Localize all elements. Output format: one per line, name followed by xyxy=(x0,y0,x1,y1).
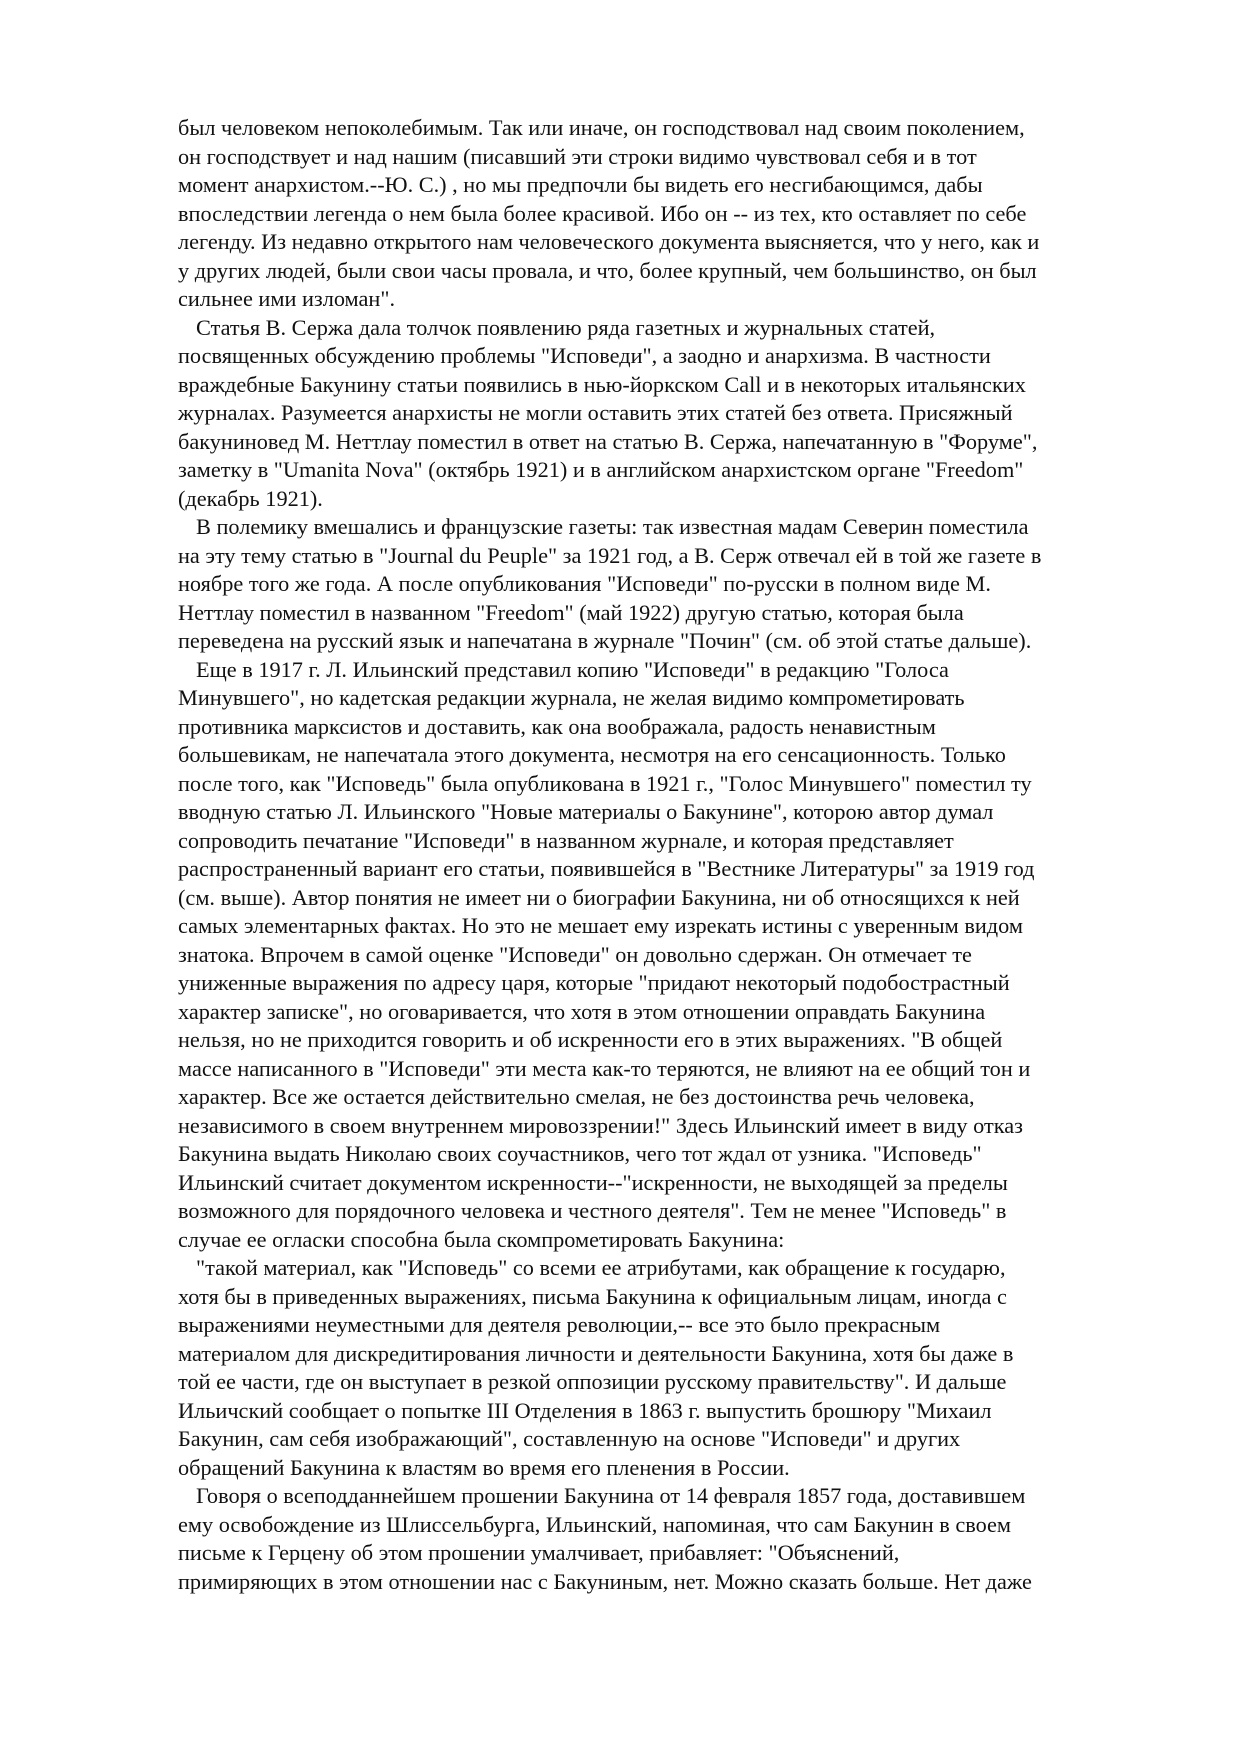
text-line: момент анархистом.--Ю. С.) , но мы предпочли бы видеть его несгибающимся, дабы xyxy=(178,172,983,197)
text-line: он господствует и над нашим (писавший эти строки видимо чувствовал себя и в тот xyxy=(178,143,977,169)
paragraph-5 xyxy=(178,1254,1168,1482)
text-line: был человеком непоколебимым. Так или иначе, он господствовал над своим поколением, xyxy=(178,115,1025,140)
paragraph-4 xyxy=(178,656,1168,1255)
text-line: после того, как "Исповедь" была опубликована в 1921 г., "Голос Минувшего" поместил ту xyxy=(178,770,1032,796)
text-line: сильнее ими изломан". xyxy=(178,286,396,311)
text-line: журналах. Разумеется анархисты не могли оставить этих статей без ответа. Присяжный xyxy=(178,400,1013,425)
text-line: Ильинский считает документом искренности--"искренности, не выходящей за пределы xyxy=(178,1169,1008,1195)
text-line: посвященных обсуждению проблемы "Исповеди", а заодно и анархизма. В частности xyxy=(178,343,991,368)
text-line: материалом для дискредитирования личности и деятельности Бакунина, хотя бы даже в xyxy=(178,1340,1014,1366)
text-line: впоследствии легенда о нем была более красивой. Ибо он -- из тех, кто оставляет по себе xyxy=(178,200,1027,226)
text-line: "такой материал, как "Исповедь" со всеми ее атрибутами, как обращение к государю, xyxy=(196,1255,1006,1280)
text-line: знатока. Впрочем в самой оценке "Исповеди" он довольно сдержан. Он отмечает те xyxy=(178,941,972,967)
text-line: Статья В. Сержа дала толчок появлению ряда газетных и журнальных статей, xyxy=(196,314,936,340)
text-line: вводную статью Л. Ильинского "Новые материалы о Бакунине", которою автор думал xyxy=(178,799,994,824)
text-line: большевикам, не напечатала этого документа, несмотря на его сенсационность. Только xyxy=(178,742,1006,767)
text-line: Бакунин, сам себя изображающий", составленную на основе "Исповеди" и других xyxy=(178,1426,961,1451)
text-line: Минувшего", но кадетская редакции журнала, не желая видимо компрометировать xyxy=(178,685,965,710)
text-line: (см. выше). Автор понятия не имеет ни о биографии Бакунина, ни об относящихся к ней xyxy=(178,884,1020,910)
paragraph-6 xyxy=(178,1482,1168,1596)
text-line: Говоря о всеподданнейшем прошении Бакунина от 14 февраля 1857 года, доставившем xyxy=(196,1483,1026,1508)
text-line: бакуниновед М. Неттлау поместил в ответ на статью В. Сержа, напечатанную в "Форуме", xyxy=(178,428,1038,454)
paragraph-1 xyxy=(178,114,1168,314)
text-line: переведена на русский язык и напечатана в журнале "Почин" (см. об этой статье дальше). xyxy=(178,628,1032,653)
text-line: письме к Герцену об этом прошении умалчивает, прибавляет: "Объяснений, xyxy=(178,1540,900,1565)
text-line: (декабрь 1921). xyxy=(178,485,323,511)
text-line: хотя бы в приведенных выражениях, письма Бакунина к официальным лицам, иногда с xyxy=(178,1283,1007,1309)
paragraph-3 xyxy=(178,513,1168,656)
text-line: распространенный вариант его статьи, появившейся в "Вестнике Литературы" за 1919 год xyxy=(178,856,1035,881)
text-line: легенду. Из недавно открытого нам человеческого документа выясняется, что у него, как и xyxy=(178,229,1040,254)
text-line: сопроводить печатание "Исповеди" в названном журнале, и которая представляет xyxy=(178,827,954,853)
text-line: униженные выражения по адресу царя, которые "придают некоторый подобострастный xyxy=(178,970,1010,995)
paragraph-2 xyxy=(178,314,1168,514)
text-line: той ее части, где он выступает в резкой оппозиции русскому правительству". И дальше xyxy=(178,1369,1007,1394)
text-line: примиряющих в этом отношении нас с Бакуниным, нет. Можно сказать больше. Нет даже xyxy=(178,1568,1032,1594)
text-line: Неттлау поместил в названном "Freedom" (май 1922) другую статью, которая была xyxy=(178,599,964,625)
body-text xyxy=(178,114,1168,1596)
text-line: противника марксистов и доставить, как она воображала, радость ненавистным xyxy=(178,713,936,739)
text-line: Бакунина выдать Николаю своих соучастников, чего тот ждал от узника. "Исповедь" xyxy=(178,1141,982,1166)
text-line: ноябре того же года. А после опубликования "Исповеди" по-русски в полном виде М. xyxy=(178,571,991,596)
text-line: заметку в "Umanita Nova" (октябрь 1921) и в английском анархистском органе "Freedom" xyxy=(178,457,1024,482)
text-line: на эту тему статью в "Journal du Peuple" за 1921 год, а В. Серж отвечал ей в той же газете в xyxy=(178,542,1042,568)
text-line: враждебные Бакунину статьи появились в нью-йоркском Call и в некоторых итальянских xyxy=(178,371,1026,397)
text-line: независимого в своем внутреннем мировоззрении!" Здесь Ильинский имеет в виду отказ xyxy=(178,1112,1023,1138)
text-line: характер. Все же остается действительно смелая, не без достоинства речь человека, xyxy=(178,1084,975,1109)
text-line: массе написанного в "Исповеди" эти места как-то теряются, не влияют на ее общий тон и xyxy=(178,1055,1031,1081)
text-line: характер записке", но оговаривается, что хотя в этом отношении оправдать Бакунина xyxy=(178,998,986,1024)
text-line: В полемику вмешались и французские газеты: так известная мадам Северин поместила xyxy=(196,514,1029,539)
text-line: самых элементарных фактах. Но это не мешает ему изрекать истины с уверенным видом xyxy=(178,913,1023,938)
text-line: обращений Бакунина к властям во время его пленения в России. xyxy=(178,1454,790,1480)
text-line: нельзя, но не приходится говорить и об искренности его в этих выражениях. "В общей xyxy=(178,1027,1003,1052)
text-line: случае ее огласки способна была скомпрометировать Бакунина: xyxy=(178,1226,785,1252)
text-line: возможного для порядочного человека и честного деятеля". Тем не менее "Исповедь" в xyxy=(178,1198,1007,1223)
text-line: у других людей, были свои часы провала, и что, более крупный, чем большинство, он был xyxy=(178,257,1037,283)
text-line: ему освобождение из Шлиссельбурга, Ильинский, напоминая, что сам Бакунин в своем xyxy=(178,1511,1012,1537)
text-line: выражениями неуместными для деятеля революции,-- все это было прекрасным xyxy=(178,1312,941,1337)
text-line: Еще в 1917 г. Л. Ильинский представил копию "Исповеди" в редакцию "Голоса xyxy=(196,656,949,682)
text-line: Ильичский сообщает о попытке III Отделения в 1863 г. выпустить брошюру "Михаил xyxy=(178,1397,992,1423)
